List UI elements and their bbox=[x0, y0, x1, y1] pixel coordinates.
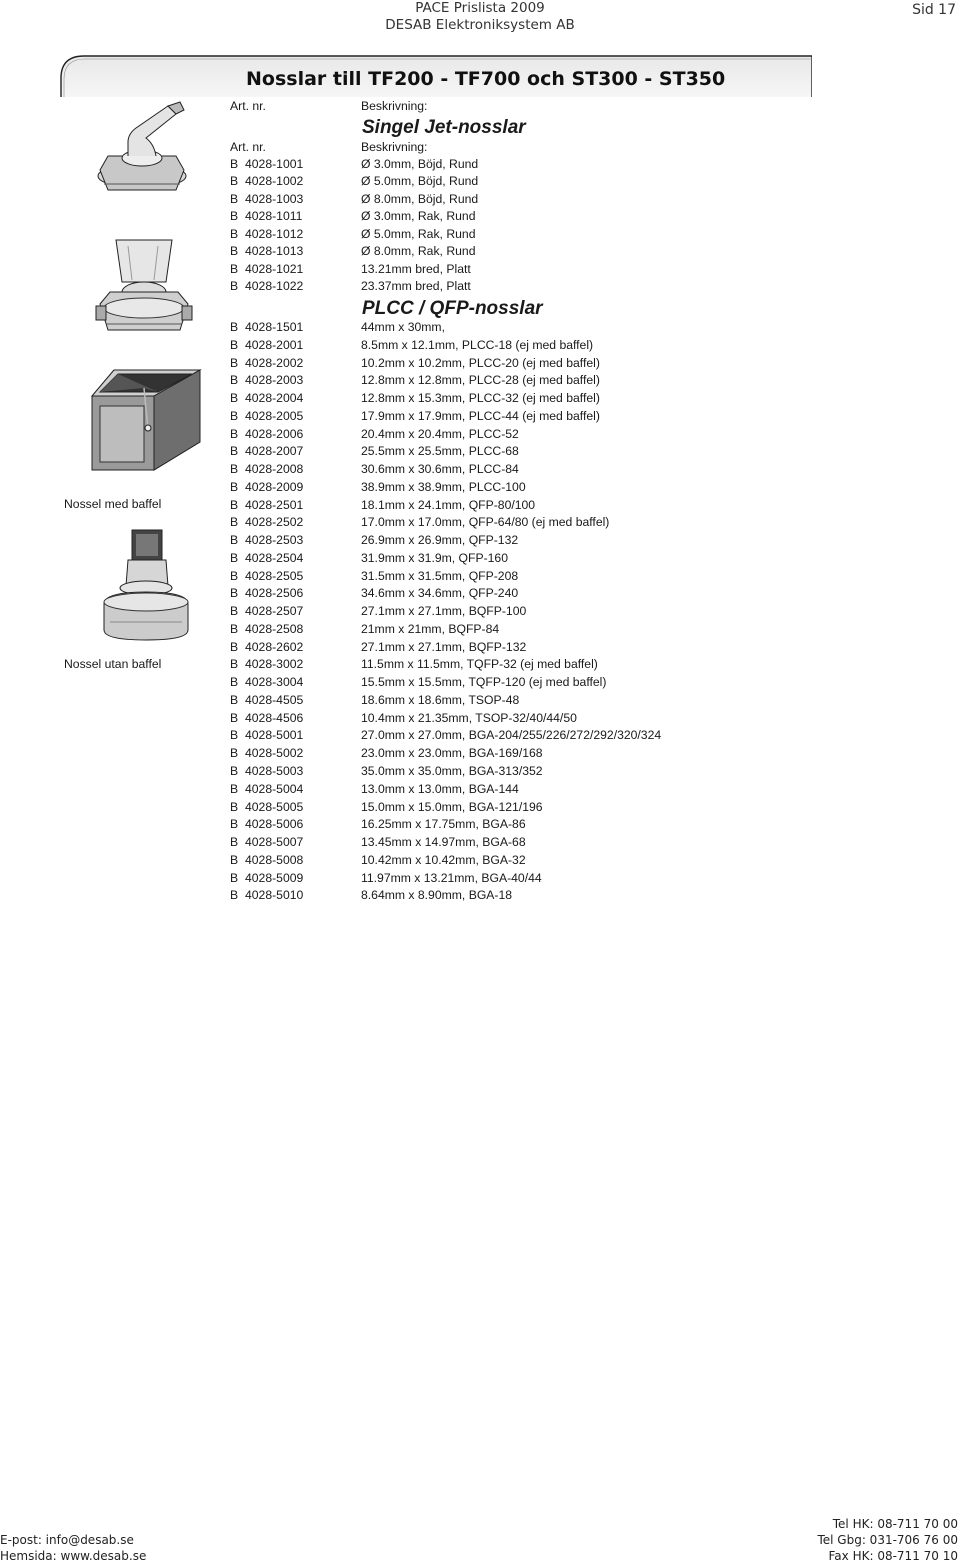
row-prefix: B bbox=[230, 728, 239, 743]
description: 18.1mm x 24.1mm, QFP-80/100 bbox=[361, 497, 536, 512]
section-title-singel: Singel Jet-nosslar bbox=[362, 117, 526, 138]
row-prefix: B bbox=[230, 817, 239, 832]
row-prefix: B bbox=[230, 657, 239, 672]
row-prefix: B bbox=[230, 408, 239, 423]
article-number: 4028-1013 bbox=[245, 244, 304, 259]
row-prefix: B bbox=[230, 426, 239, 441]
article-number: 4028-3004 bbox=[245, 675, 304, 690]
table-row bbox=[0, 479, 960, 496]
row-prefix: B bbox=[230, 157, 239, 171]
description: 13.0mm x 13.0mm, BGA-144 bbox=[361, 781, 519, 796]
article-number: 4028-5002 bbox=[245, 746, 304, 761]
title-banner bbox=[60, 54, 812, 98]
table-row bbox=[0, 692, 960, 709]
article-number: 4028-2504 bbox=[245, 550, 304, 565]
side-label-row bbox=[0, 656, 960, 673]
row-prefix: B bbox=[230, 444, 239, 459]
article-number: 4028-1012 bbox=[245, 226, 304, 241]
row-prefix: B bbox=[230, 604, 239, 619]
row-prefix: B bbox=[230, 244, 239, 259]
article-number: 4028-2501 bbox=[245, 497, 304, 512]
article-number: 4028-1003 bbox=[245, 191, 304, 206]
col-art-header: Art. nr. bbox=[230, 140, 266, 154]
description: 11.97mm x 13.21mm, BGA-40/44 bbox=[361, 870, 542, 885]
article-number: 4028-2502 bbox=[245, 515, 304, 530]
row-prefix: B bbox=[230, 870, 239, 885]
footer-email: E-post: info@desab.se bbox=[0, 1533, 134, 1547]
page-number: Sid 17 bbox=[912, 2, 956, 18]
description: 31.9mm x 31.9m, QFP-160 bbox=[361, 550, 508, 565]
col-desc-header: Beskrivning: bbox=[361, 140, 428, 154]
article-number: 4028-2503 bbox=[245, 533, 304, 548]
article-number: 4028-4506 bbox=[245, 710, 304, 725]
description: Ø 3.0mm, Rak, Rund bbox=[361, 209, 476, 224]
row-prefix: B bbox=[230, 174, 239, 189]
table-row bbox=[0, 763, 960, 780]
article-number: 4028-2002 bbox=[245, 355, 304, 370]
row-prefix: B bbox=[230, 781, 239, 796]
article-number: 4028-3002 bbox=[245, 657, 304, 672]
description: 10.4mm x 21.35mm, TSOP-32/40/44/50 bbox=[361, 710, 577, 725]
article-number: 4028-1022 bbox=[245, 279, 304, 294]
article-number: 4028-2005 bbox=[245, 408, 304, 423]
row-prefix: B bbox=[230, 746, 239, 761]
description: 35.0mm x 35.0mm, BGA-313/352 bbox=[361, 764, 543, 778]
description: 38.9mm x 38.9mm, PLCC-100 bbox=[361, 479, 526, 494]
description: 21mm x 21mm, BQFP-84 bbox=[361, 621, 500, 636]
description: Ø 3.0mm, Böjd, Rund bbox=[361, 157, 479, 171]
table-row bbox=[0, 887, 960, 904]
description: 44mm x 30mm, bbox=[361, 320, 445, 334]
article-number: 4028-2009 bbox=[245, 479, 304, 494]
article-number: 4028-5006 bbox=[245, 817, 304, 832]
row-prefix: B bbox=[230, 835, 239, 850]
article-number: 4028-2008 bbox=[245, 462, 304, 477]
row-prefix: B bbox=[230, 533, 239, 548]
row-prefix: B bbox=[230, 261, 239, 276]
description: Ø 5.0mm, Rak, Rund bbox=[361, 226, 476, 241]
row-prefix: B bbox=[230, 209, 239, 224]
row-prefix: B bbox=[230, 852, 239, 867]
article-number: 4028-1001 bbox=[245, 157, 304, 171]
description: Ø 5.0mm, Böjd, Rund bbox=[361, 174, 479, 189]
row-prefix: B bbox=[230, 497, 239, 512]
page-header bbox=[0, 0, 960, 34]
side-label-row bbox=[0, 496, 960, 513]
article-number: 4028-2506 bbox=[245, 586, 304, 601]
row-prefix: B bbox=[230, 355, 239, 370]
row-prefix: B bbox=[230, 373, 239, 388]
description: 30.6mm x 30.6mm, PLCC-84 bbox=[361, 462, 519, 477]
footer-tel-hk: Tel HK: 08-711 70 00 bbox=[832, 1517, 958, 1531]
article-number: 4028-1002 bbox=[245, 174, 304, 189]
header-company-line1: PACE Prislista 2009 bbox=[415, 0, 545, 16]
article-number: 4028-5009 bbox=[245, 870, 304, 885]
description: 26.9mm x 26.9mm, QFP-132 bbox=[361, 533, 519, 548]
table-row bbox=[0, 852, 960, 869]
article-number: 4028-5005 bbox=[245, 799, 304, 814]
description: 27.1mm x 27.1mm, BQFP-132 bbox=[361, 639, 527, 654]
description: Ø 8.0mm, Böjd, Rund bbox=[361, 191, 479, 206]
row-prefix: B bbox=[230, 337, 239, 352]
article-number: 4028-2001 bbox=[245, 337, 304, 352]
table-row bbox=[0, 870, 960, 887]
article-number: 4028-5003 bbox=[245, 764, 304, 778]
article-number: 4028-1501 bbox=[245, 320, 304, 334]
article-number: 4028-5010 bbox=[245, 888, 304, 903]
description: 15.5mm x 15.5mm, TQFP-120 (ej med baffel) bbox=[361, 675, 607, 690]
description: 23.0mm x 23.0mm, BGA-169/168 bbox=[361, 746, 543, 761]
description: 27.0mm x 27.0mm, BGA-204/255/226/272/292/320/324 bbox=[361, 728, 662, 743]
description: 10.2mm x 10.2mm, PLCC-20 (ej med baffel) bbox=[361, 355, 600, 370]
table-row bbox=[0, 674, 960, 691]
row-prefix: B bbox=[230, 279, 239, 294]
article-number: 4028-2602 bbox=[245, 639, 304, 654]
row-prefix: B bbox=[230, 675, 239, 690]
header-company-line2: DESAB Elektroniksystem AB bbox=[385, 17, 575, 33]
table-row bbox=[0, 745, 960, 762]
table-row bbox=[0, 781, 960, 798]
description: 12.8mm x 15.3mm, PLCC-32 (ej med baffel) bbox=[361, 391, 600, 406]
article-number: 4028-2003 bbox=[245, 373, 304, 388]
description: 12.8mm x 12.8mm, PLCC-28 (ej med baffel) bbox=[361, 373, 600, 388]
article-number: 4028-1011 bbox=[245, 209, 303, 224]
row-prefix: B bbox=[230, 621, 239, 636]
article-number: 4028-5008 bbox=[245, 852, 304, 867]
article-number: 4028-2006 bbox=[245, 426, 304, 441]
row-prefix: B bbox=[230, 710, 239, 725]
description: 23.37mm bred, Platt bbox=[361, 279, 471, 294]
flat-nozzle-image bbox=[88, 236, 200, 346]
footer-website: Hemsida: www.desab.se bbox=[0, 1549, 147, 1563]
article-number: 4028-1021 bbox=[245, 261, 304, 276]
description: 34.6mm x 34.6mm, QFP-240 bbox=[361, 586, 519, 601]
description: 10.42mm x 10.42mm, BGA-32 bbox=[361, 852, 526, 867]
description: 16.25mm x 17.75mm, BGA-86 bbox=[361, 817, 526, 832]
article-number: 4028-4505 bbox=[245, 692, 304, 707]
table-row bbox=[0, 208, 960, 225]
article-number: 4028-2007 bbox=[245, 444, 304, 459]
side-label-med-baffel: Nossel med baffel bbox=[64, 497, 162, 511]
row-prefix: B bbox=[230, 550, 239, 565]
row-prefix: B bbox=[230, 586, 239, 601]
col-art-header: Art. nr. bbox=[230, 99, 266, 113]
table-row bbox=[0, 799, 960, 816]
row-prefix: B bbox=[230, 568, 239, 583]
row-prefix: B bbox=[230, 888, 239, 903]
col-desc-header: Beskrivning: bbox=[361, 99, 428, 113]
table-row bbox=[0, 834, 960, 851]
description: 13.45mm x 14.97mm, BGA-68 bbox=[361, 835, 526, 850]
row-prefix: B bbox=[230, 391, 239, 406]
table-row bbox=[0, 710, 960, 727]
row-prefix: B bbox=[230, 764, 239, 778]
article-number: 4028-2507 bbox=[245, 604, 304, 619]
footer-fax-hk: Fax HK: 08-711 70 10 bbox=[828, 1549, 958, 1563]
section-title-plcc: PLCC / QFP-nosslar bbox=[362, 298, 543, 319]
description: 8.5mm x 12.1mm, PLCC-18 (ej med baffel) bbox=[361, 337, 594, 352]
article-number: 4028-5007 bbox=[245, 835, 304, 850]
article-number: 4028-2505 bbox=[245, 568, 304, 583]
description: 17.0mm x 17.0mm, QFP-64/80 (ej med baffel) bbox=[361, 515, 610, 530]
row-prefix: B bbox=[230, 462, 239, 477]
description: 17.9mm x 17.9mm, PLCC-44 (ej med baffel) bbox=[361, 408, 600, 423]
banner-title: Nosslar till TF200 - TF700 och ST300 - ST350 bbox=[246, 68, 726, 90]
square-nozzle-image bbox=[88, 366, 204, 476]
description: Ø 8.0mm, Rak, Rund bbox=[361, 244, 476, 259]
row-prefix: B bbox=[230, 639, 239, 654]
table-row bbox=[0, 727, 960, 744]
description: 25.5mm x 25.5mm, PLCC-68 bbox=[361, 444, 519, 459]
description: 15.0mm x 15.0mm, BGA-121/196 bbox=[361, 799, 543, 814]
bent-nozzle-image bbox=[84, 98, 204, 208]
article-number: 4028-5001 bbox=[245, 728, 304, 743]
table-row bbox=[0, 816, 960, 833]
description: 13.21mm bred, Platt bbox=[361, 261, 471, 276]
description: 27.1mm x 27.1mm, BQFP-100 bbox=[361, 604, 527, 619]
article-number: 4028-5004 bbox=[245, 781, 304, 796]
side-label-utan-baffel: Nossel utan baffel bbox=[64, 657, 162, 671]
description: 20.4mm x 20.4mm, PLCC-52 bbox=[361, 426, 519, 441]
row-prefix: B bbox=[230, 692, 239, 707]
row-prefix: B bbox=[230, 191, 239, 206]
description: 18.6mm x 18.6mm, TSOP-48 bbox=[361, 692, 520, 707]
description: 31.5mm x 31.5mm, QFP-208 bbox=[361, 568, 519, 583]
row-prefix: B bbox=[230, 515, 239, 530]
baffle-nozzle-image bbox=[98, 526, 194, 644]
row-prefix: B bbox=[230, 226, 239, 241]
article-number: 4028-2508 bbox=[245, 621, 304, 636]
row-prefix: B bbox=[230, 479, 239, 494]
row-prefix: B bbox=[230, 320, 239, 334]
article-number: 4028-2004 bbox=[245, 391, 304, 406]
description: 8.64mm x 8.90mm, BGA-18 bbox=[361, 888, 513, 903]
description: 11.5mm x 11.5mm, TQFP-32 (ej med baffel) bbox=[361, 657, 598, 672]
footer-tel-gbg: Tel Gbg: 031-706 76 00 bbox=[817, 1533, 958, 1547]
row-prefix: B bbox=[230, 799, 239, 814]
